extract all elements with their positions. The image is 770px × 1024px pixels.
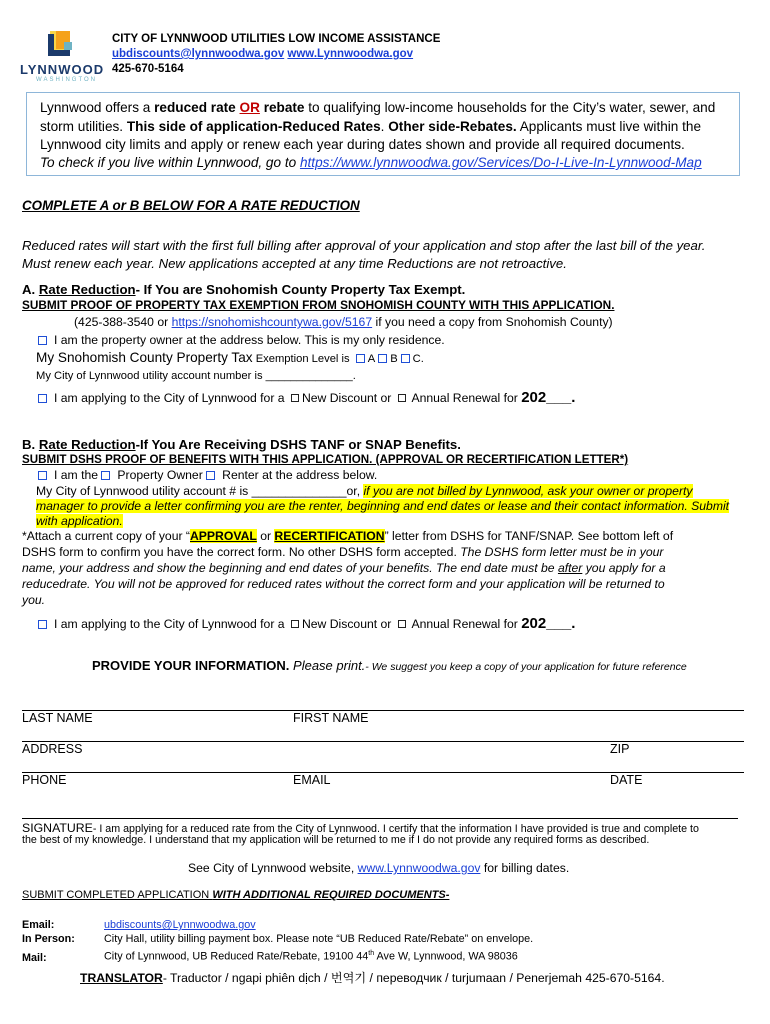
new-discount-a-checkbox[interactable] (291, 394, 299, 402)
section-a-owner-row: I am the property owner at the address below. This is my only residence. (38, 333, 445, 347)
email-contact-label: Email: (22, 919, 55, 931)
provide-heading: PROVIDE YOUR INFORMATION. Please print.- We suggest you keep a copy of your application for future reference (92, 658, 687, 673)
section-a-exempt-row: My Snohomish County Property Tax Exemption Level is A B C. (36, 350, 424, 365)
zip-label: ZIP (610, 742, 630, 756)
reduced-note-1: Reduced rates will start with the first full billing after approval of your application and stop after the last bill of the year. (22, 238, 706, 253)
section-b-account: My City of Lynnwood utility account # is ______________or, if you are not billed by Lynnwood, ask your owner or property (36, 484, 693, 498)
city-logo (18, 28, 105, 86)
section-a-phone: (425-388-3540 or https://snohomishcountywa.gov/5167 if you need a copy from Snohomish County) (74, 315, 613, 329)
logo-wordmark: LYNNWOOD (20, 62, 105, 77)
address-label: ADDRESS (22, 742, 83, 756)
iam-checkbox[interactable] (38, 471, 47, 480)
header-title: CITY OF LYNNWOOD UTILITIES LOW INCOME ASSISTANCE (112, 33, 441, 45)
section-b-attach-5: you. (22, 593, 46, 607)
email-label: EMAIL (293, 773, 331, 787)
section-b-account-3: with application. (36, 514, 123, 528)
renewal-b-checkbox[interactable] (398, 620, 406, 628)
intro-line-4: To check if you live within Lynnwood, go to https://www.lynnwoodwa.gov/Services/Do-I-Live-In-Lynnwood-Map (40, 155, 702, 170)
section-b-apply-row: I am applying to the City of Lynnwood for a New Discount or Annual Renewal for 202___. (38, 615, 575, 632)
section-b-iam-row: I am the Property Owner Renter at the address below. (38, 468, 377, 482)
translator: TRANSLATOR- Traductor / ngapi phiên dịch / 번역기 / переводчик / turjumaan / Penerjemah 425-670-5164. (80, 971, 665, 985)
property-owner-checkbox[interactable] (101, 471, 110, 480)
exempt-c-checkbox[interactable] (401, 354, 410, 363)
first-name-label: FIRST NAME (293, 711, 369, 725)
in-person-value: City Hall, utility billing payment box. Please note “UB Reduced Rate/Rebate” on envelope. (104, 933, 534, 945)
intro-line-3: Lynnwood city limits and apply or renew each year during dates shown and provide all required documents. (40, 137, 685, 152)
section-a-submit: SUBMIT PROOF OF PROPERTY TAX EXEMPTION FROM SNOHOMISH COUNTY WITH THIS APPLICATION. (22, 298, 615, 312)
logo-sub: WASHINGTON (36, 77, 98, 83)
complete-heading: COMPLETE A or B BELOW FOR A RATE REDUCTION (22, 198, 360, 213)
section-b-submit: SUBMIT DSHS PROOF OF BENEFITS WITH THIS APPLICATION. (APPROVAL OR RECERTIFICATION LETTER*) (22, 453, 629, 466)
header-phone: 425-670-5164 (112, 63, 184, 75)
intro-line-1: Lynnwood offers a reduced rate OR rebate to qualifying low-income households for the City’s water, sewer, and (40, 100, 716, 115)
section-a-apply-row: I am applying to the City of Lynnwood for a New Discount or Annual Renewal for 202___. (38, 389, 575, 406)
mail-value: City of Lynnwood, UB Reduced Rate/Rebate, 19100 44th Ave W, Lynnwood, WA 98036 (104, 950, 518, 963)
section-b-attach-3: name, your address and show the beginning and end dates of your benefits. The end date must be after you apply for a (22, 561, 666, 575)
section-b-title: B. Rate Reduction-If You Are Receiving DSHS TANF or SNAP Benefits. (22, 437, 461, 452)
submit-completed: SUBMIT COMPLETED APPLICATION WITH ADDITIONAL REQUIRED DOCUMENTS- (22, 889, 450, 901)
section-b-attach-1: *Attach a current copy of your “APPROVAL or RECERTIFICATION” letter from DSHS for TANF/SNAP. See bottom left of (22, 529, 674, 543)
section-a-account: My City of Lynnwood utility account number is ______________. (36, 370, 356, 382)
owner-checkbox[interactable] (38, 336, 47, 345)
signature-text-2: the best of my knowledge. I understand that my application will be returned to me if I do not provide any required forms as described. (22, 834, 650, 846)
section-b-attach-2: DSHS form to confirm you have the correct form. No other DSHS form accepted. The DSHS form letter must be in your (22, 545, 664, 559)
address-line[interactable] (22, 741, 744, 742)
mail-label: Mail: (22, 952, 47, 964)
map-link[interactable]: https://www.lynnwoodwa.gov/Services/Do-I-Live-In-Lynnwood-Map (299, 155, 702, 170)
exempt-b-checkbox[interactable] (378, 354, 387, 363)
see-site: See City of Lynnwood website, www.Lynnwoodwa.gov for billing dates. (188, 861, 570, 875)
renter-checkbox[interactable] (206, 471, 215, 480)
reduced-note-2: Must renew each year. New applications accepted at any time Reductions are not retroactive. (22, 256, 567, 271)
section-a-title: A. Rate Reduction- If You are Snohomish County Property Tax Exempt. (22, 282, 466, 297)
in-person-label: In Person: (22, 933, 75, 945)
website-link[interactable]: www.Lynnwoodwa.gov (357, 861, 481, 875)
header-email-link[interactable]: ubdiscounts@lynnwoodwa.gov (112, 48, 285, 60)
email-contact-link[interactable]: ubdiscounts@Lynnwoodwa.gov (104, 919, 256, 931)
section-b-attach-4: reducedrate. You will not be approved for reduced rates without the correct form and your application will be returned to (22, 577, 665, 591)
apply-b-checkbox[interactable] (38, 620, 47, 629)
phone-label: PHONE (22, 773, 67, 787)
last-name-line[interactable] (22, 710, 744, 711)
last-name-label: LAST NAME (22, 711, 93, 725)
exempt-a-checkbox[interactable] (356, 354, 365, 363)
apply-a-checkbox[interactable] (38, 394, 47, 403)
header-website-link[interactable]: www.Lynnwoodwa.gov (287, 48, 414, 60)
section-b-account-2: manager to provide a letter confirming you are the renter, beginning and end dates or lease and their contact information. Submit (36, 499, 730, 513)
intro-line-2: storm utilities. This side of application-Reduced Rates. Other side-Rebates. Applicants must live within the (40, 119, 702, 134)
renewal-a-checkbox[interactable] (398, 394, 406, 402)
signature-text-1: SIGNATURE- I am applying for a reduced rate from the City of Lynnwood. I certify that the information I have provided is true and complete to (22, 821, 699, 835)
new-discount-b-checkbox[interactable] (291, 620, 299, 628)
snohomish-link[interactable]: https://snohomishcountywa.gov/5167 (171, 315, 373, 329)
date-label: DATE (610, 773, 643, 787)
